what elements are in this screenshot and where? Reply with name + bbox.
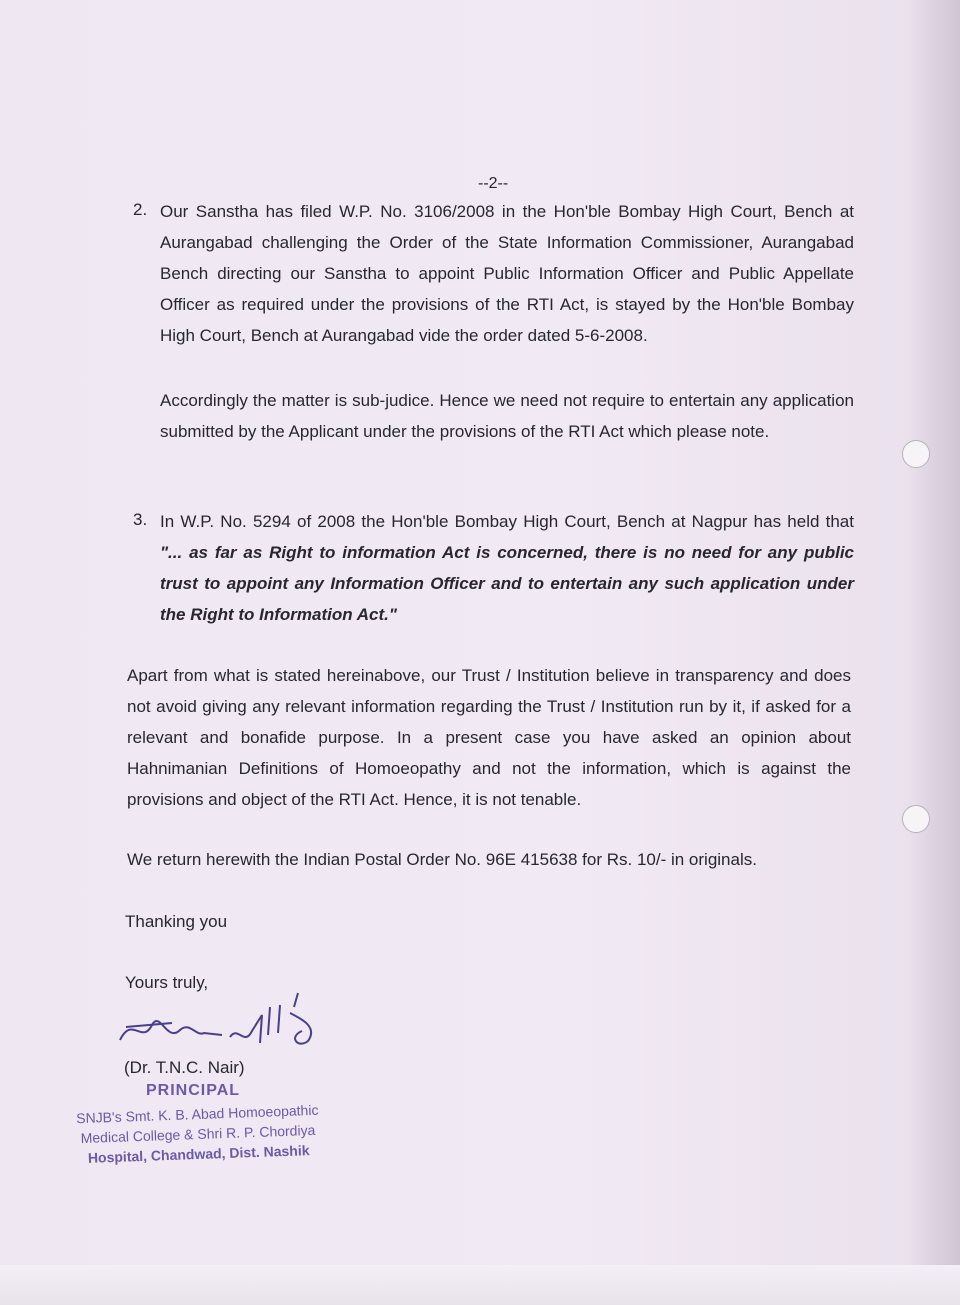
stamp-line: Medical College & Shri R. P. Chordiya [80, 1121, 316, 1147]
paper-edge-shadow [908, 0, 960, 1305]
stamp-line: SNJB's Smt. K. B. Abad Homoeopathic [75, 1101, 319, 1127]
item-number: 3. [133, 510, 148, 529]
item-2-followup-paragraph: Accordingly the matter is sub-judice. Hence we need not require to entertain any application submitted by the Applicant under the provisions of the RTI Act which please note. [160, 391, 854, 441]
stamp-line: Hospital, Chandwad, Dist. Nashik [87, 1142, 310, 1166]
item-3-quote: "... as far as Right to information Act is concerned, there is no need for any public trust to appoint any Information Officer and to entertain any such application under the Right to Information Act." [160, 543, 854, 624]
postal-order-line: We return herewith the Indian Postal Order No. 96E 415638 for Rs. 10/- in originals. [127, 850, 757, 869]
bottom-paper-strip [0, 1265, 960, 1305]
item-2-paragraph: Our Sanstha has filed W.P. No. 3106/2008 in the Hon'ble Bombay High Court, Bench at Aurangabad challenging the Order of the State Information Commissioner, Aurangabad Bench directing our Sanstha to appoint Public Information Officer and Public Appellate Officer as required under the provisions of the RTI Act, is stayed by the Hon'ble Bombay High Court, Bench at Aurangabad vide the order dated 5-6-2008. [160, 202, 854, 345]
stamp-title: PRINCIPAL [146, 1082, 241, 1099]
closing-line: Yours truly, [125, 973, 209, 992]
thanking-line: Thanking you [125, 912, 228, 931]
item-3-intro: In W.P. No. 5294 of 2008 the Hon'ble Bombay High Court, Bench at Nagpur has held that [160, 512, 854, 531]
item-number: 2. [133, 200, 148, 219]
stamp-block [57, 1099, 339, 1169]
punch-hole [902, 805, 930, 833]
signature-scribble-icon [112, 985, 332, 1065]
page-number: --2-- [478, 175, 509, 192]
punch-hole [902, 440, 930, 468]
body-paragraph: Apart from what is stated hereinabove, our Trust / Institution believe in transparency and does not avoid giving any relevant information regarding the Trust / Institution run by it, if asked for a relevant and bonafide purpose. In a present case you have asked an opinion about Hahnimanian Definitions of Homoeopathy and not the information, which is against the provisions and object of the RTI Act. Hence, it is not tenable. [127, 666, 851, 809]
item-3-paragraph [160, 506, 854, 630]
signatory-name: (Dr. T.N.C. Nair) [124, 1058, 245, 1077]
